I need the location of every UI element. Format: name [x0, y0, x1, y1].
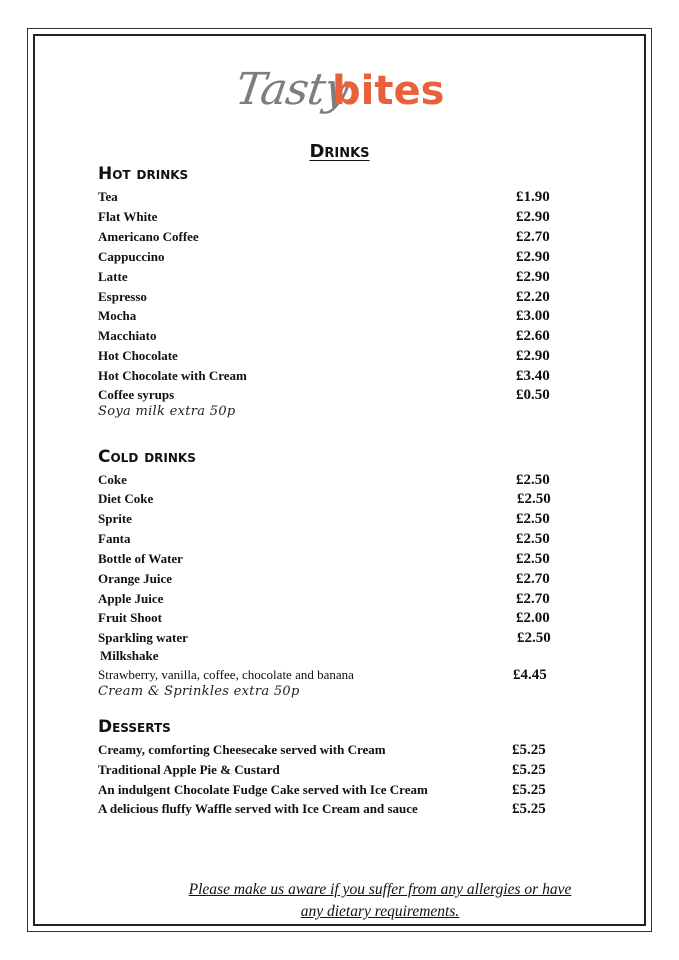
menu-item — [98, 267, 558, 287]
item-price: £3.00 — [516, 308, 550, 324]
soya-milk-note: Soya milk extra 50p — [98, 404, 236, 419]
item-price: £2.90 — [516, 348, 550, 364]
item-price: £3.40 — [516, 368, 550, 384]
tasty-bites-logo — [232, 64, 476, 130]
item-name: Coffee syrups — [98, 387, 175, 402]
item-name: Coke — [98, 472, 127, 487]
item-name: Bottle of Water — [98, 551, 183, 566]
item-name: Fruit Shoot — [98, 610, 162, 625]
item-name: Cappuccino — [98, 249, 165, 264]
item-name: Hot Chocolate — [98, 348, 178, 363]
item-name: Americano Coffee — [98, 229, 199, 244]
item-price: £2.90 — [516, 209, 550, 225]
menu-item — [98, 470, 558, 490]
item-price: £2.50 — [516, 531, 550, 547]
item-price: £2.70 — [516, 229, 550, 245]
item-price: £2.50 — [517, 491, 551, 507]
item-price: £5.25 — [512, 762, 546, 778]
menu-item — [98, 346, 558, 366]
item-price: £2.90 — [516, 249, 550, 265]
menu-item — [98, 489, 558, 509]
allergy-notice — [140, 879, 620, 923]
menu-item — [98, 207, 558, 227]
item-price: £5.25 — [512, 801, 546, 817]
item-name: Fanta — [98, 531, 131, 546]
menu-item — [98, 780, 558, 800]
item-name: Diet Coke — [98, 491, 154, 506]
item-price: £2.50 — [516, 551, 550, 567]
item-name: Sprite — [98, 511, 132, 526]
menu-item — [98, 287, 558, 307]
menu-item — [98, 628, 558, 648]
menu-item — [98, 549, 558, 569]
menu-item — [98, 247, 558, 267]
menu-item — [98, 366, 558, 386]
menu-item — [98, 569, 558, 589]
item-name: Sparkling water — [98, 630, 188, 645]
item-name: Traditional Apple Pie & Custard — [98, 762, 280, 777]
item-price: £2.90 — [516, 269, 550, 285]
menu-item — [98, 799, 558, 819]
section-title-hot-drinks: Hot drinks — [98, 164, 189, 184]
allergy-notice-line-1: Please make us aware if you suffer from any allergies or have — [188, 881, 572, 898]
item-price: £5.25 — [512, 782, 546, 798]
milkshake-item — [98, 665, 558, 685]
menu-item — [98, 227, 558, 247]
item-price: £2.50 — [516, 472, 550, 488]
item-price: £2.50 — [517, 630, 551, 646]
item-name: Mocha — [98, 308, 137, 323]
logo-bites-text: bites — [332, 68, 445, 114]
menu-item — [98, 509, 558, 529]
item-name: Macchiato — [98, 328, 157, 343]
item-price: £5.25 — [512, 742, 546, 758]
milkshake-name: Milkshake — [100, 648, 159, 663]
item-price: £2.60 — [516, 328, 550, 344]
item-name: Latte — [98, 269, 128, 284]
item-price: £1.90 — [516, 189, 550, 205]
item-name: Creamy, comforting Cheesecake served with Cream — [98, 742, 386, 757]
milkshake-heading — [98, 646, 558, 666]
menu-item — [98, 589, 558, 609]
item-price: £4.45 — [513, 667, 547, 683]
menu-item — [98, 385, 558, 405]
item-price: £0.50 — [516, 387, 550, 403]
milkshake-flavours: Strawberry, vanilla, coffee, chocolate and banana — [98, 667, 354, 682]
page-title: Drinks — [309, 141, 370, 162]
menu-item — [98, 740, 558, 760]
item-price: £2.70 — [516, 591, 550, 607]
menu-item — [98, 760, 558, 780]
item-name: Flat White — [98, 209, 158, 224]
item-price: £2.70 — [516, 571, 550, 587]
menu-item — [98, 529, 558, 549]
menu-item — [98, 608, 558, 628]
item-name: Tea — [98, 189, 118, 204]
item-name: Hot Chocolate with Cream — [98, 368, 247, 383]
item-price: £2.00 — [516, 610, 550, 626]
menu-item — [98, 187, 558, 207]
item-name: A delicious fluffy Waffle served with Ice Cream and sauce — [98, 801, 418, 816]
allergy-notice-line-2: any dietary requirements. — [300, 903, 460, 920]
item-name: Orange Juice — [98, 571, 173, 586]
menu-item — [98, 306, 558, 326]
menu-item — [98, 326, 558, 346]
section-title-cold-drinks: Cold drinks — [98, 447, 196, 467]
cream-sprinkles-note: Cream & Sprinkles extra 50p — [98, 684, 300, 699]
logo-tasty-text: Tasty — [232, 64, 352, 115]
item-name: Apple Juice — [98, 591, 164, 606]
section-title-desserts: Desserts — [98, 717, 171, 737]
item-price: £2.20 — [516, 289, 550, 305]
item-name: An indulgent Chocolate Fudge Cake served with Ice Cream — [98, 782, 428, 797]
item-price: £2.50 — [516, 511, 550, 527]
item-name: Espresso — [98, 289, 147, 304]
